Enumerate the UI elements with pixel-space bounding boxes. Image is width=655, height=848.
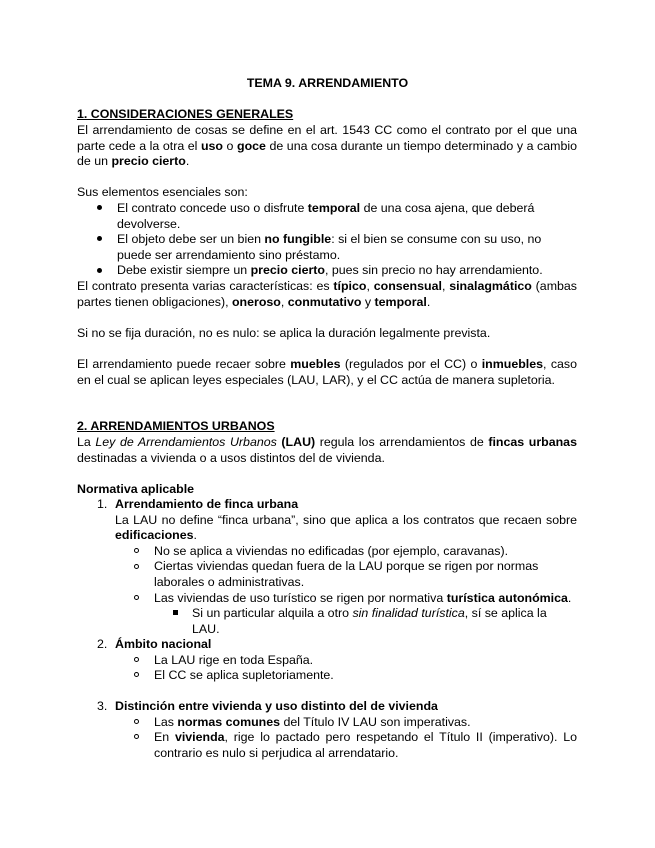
circle-bullet-icon xyxy=(134,595,139,600)
bullet-icon xyxy=(97,205,102,210)
list-item: El contrato concede uso o disfrute temporal de una cosa ajena, que deberá devolverse. xyxy=(77,201,577,232)
list-item: En vivienda, rige lo pactado pero respetando el Título II (imperativo). Lo contrario es nulo si perjudica al arrendatario. xyxy=(77,730,577,761)
bullet-icon xyxy=(97,236,102,241)
list-item: Debe existir siempre un precio cierto, pues sin precio no hay arrendamiento. xyxy=(77,263,577,279)
list-item: Las normas comunes del Título IV LAU son imperativas. xyxy=(77,715,577,731)
circle-bullet-icon xyxy=(134,564,139,569)
item-1-title-row: 1. Arrendamiento de finca urbana xyxy=(97,497,299,511)
section-2-paragraph-intro: La Ley de Arrendamientos Urbanos (LAU) regula los arrendamientos de fincas urbanas destinadas a vivienda o a usos distintos del de vivienda. xyxy=(77,435,577,465)
circle-bullet-icon xyxy=(134,734,139,739)
section-1-paragraph-characteristics: El contrato presenta varias características: es típico, consensual, sinalagmático (ambas partes tienen obligaciones), oneroso, conmutativo y temporal. xyxy=(77,279,578,309)
circle-bullet-icon xyxy=(134,719,139,724)
item-1 xyxy=(77,497,577,637)
item-2 xyxy=(77,637,577,684)
circle-bullet-icon xyxy=(134,657,139,662)
item-1-text: La LAU no define “finca urbana”, sino que aplica a los contratos que recaen sobre edificaciones. xyxy=(115,512,577,543)
item-2-title-row: 2. Ámbito nacional xyxy=(97,637,212,651)
normativa-heading: Normativa aplicable xyxy=(77,482,195,496)
section-1-paragraph-object: El arrendamiento puede recaer sobre muebles (regulados por el CC) o inmuebles, caso en el cual se aplican leyes especiales (LAU, LAR), y el CC actúa de manera supletoria. xyxy=(77,357,578,387)
list-item: Si un particular alquila a otro sin finalidad turística, sí se aplica la LAU. xyxy=(77,606,577,637)
square-bullet-icon xyxy=(173,610,178,615)
section-1-paragraph-definition: El arrendamiento de cosas se define en el art. 1543 CC como el contrato por el que una parte cede a la otra el uso o goce de una cosa durante un tiempo determinado y a cambio de un precio cierto. xyxy=(77,123,577,169)
section-2-heading: 2. ARRENDAMIENTOS URBANOS xyxy=(77,419,275,433)
circle-bullet-icon xyxy=(134,672,139,677)
elements-intro: Sus elementos esenciales son: xyxy=(77,185,248,199)
list-item: El objeto debe ser un bien no fungible: si el bien se consume con su uso, no puede ser arrendamiento sino préstamo. xyxy=(77,232,577,263)
section-1-heading: 1. CONSIDERACIONES GENERALES xyxy=(77,107,294,121)
list-item: No se aplica a viviendas no edificadas (por ejemplo, caravanas). xyxy=(77,544,577,560)
bullet-icon xyxy=(97,268,102,273)
section-1-paragraph-duration: Si no se fija duración, no es nulo: se aplica la duración legalmente prevista. xyxy=(77,326,491,340)
page-title: TEMA 9. ARRENDAMIENTO xyxy=(246,76,409,90)
item-3 xyxy=(77,699,577,761)
circle-bullet-icon xyxy=(134,548,139,553)
list-item: La LAU rige en toda España. xyxy=(77,653,577,669)
list-item: Las viviendas de uso turístico se rigen por normativa turística autonómica. xyxy=(77,591,577,607)
list-item: El CC se aplica supletoriamente. xyxy=(77,668,577,684)
list-item: Ciertas viviendas quedan fuera de la LAU porque se rigen por normas laborales o administrativas. xyxy=(77,559,577,590)
item-3-title-row: 3. Distinción entre vivienda y uso distinto del de vivienda xyxy=(97,699,438,713)
elements-list xyxy=(77,201,577,279)
